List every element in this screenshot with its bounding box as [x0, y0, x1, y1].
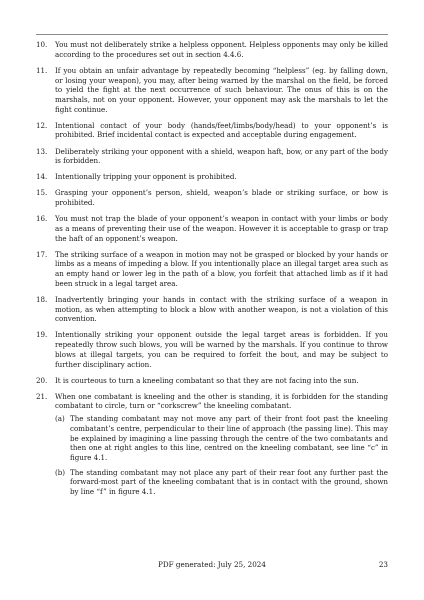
sub-rule-item: [55, 468, 388, 497]
rule-text: Grasping your opponent’s person, shield, weapon’s blade or striking surface, or bow is prohibited.: [55, 188, 388, 208]
rule-text: Inadvertently bringing your hands in contact with the striking surface of a weapon in motion, as when attempting to block a blow with another weapon, is not a violation of this convention.: [55, 294, 388, 324]
sub-rule-text: The standing combatant may not move any part of their front foot past the kneeling combatant’s centre, perpendicular to their line of approach (the passing line). This may be explained by imagining a line passing through the centre of the two combatants and then one at right angles to this line, centred on the kneeling combatant, see line “c” in figure 4.1.: [70, 414, 388, 462]
rules-list: [36, 40, 388, 497]
document-body: [36, 40, 388, 503]
rule-number: 21.: [36, 391, 48, 401]
rule-text: It is courteous to turn a kneeling combatant so that they are not facing into the sun.: [55, 375, 359, 385]
rule-item: [36, 40, 388, 59]
rule-number: 11.: [36, 65, 48, 75]
rule-number: 20.: [36, 375, 48, 385]
sub-rule-item: [55, 414, 388, 463]
rule-number: 15.: [36, 188, 48, 198]
rule-text: Intentional contact of your body (hands/feet/limbs/body/head) to your opponent’s is prohibited. Brief incidental contact is expected and acceptable during engagement.: [55, 120, 388, 140]
rule-item: [36, 376, 388, 386]
rule-text: You must not deliberately strike a helpless opponent. Helpless opponents may only be killed according to the procedures set out in section 4.4.6.: [55, 40, 388, 59]
page-footer: [36, 560, 388, 572]
rule-item: [36, 188, 388, 207]
rule-item: [36, 392, 388, 497]
pdf-generated-date: PDF generated: July 25, 2024: [158, 560, 266, 569]
rule-item: [36, 330, 388, 369]
sub-rule-letter: (a): [55, 414, 65, 424]
sub-rule-text: The standing combatant may not place any part of their rear foot any further past the forward-most part of the kneeling combatant that is in contact with the ground, shown by line “f” in figure 4.1.: [70, 467, 388, 497]
rule-number: 17.: [36, 249, 48, 259]
sub-rule-letter: (b): [55, 467, 66, 477]
rule-item: [36, 147, 388, 166]
rule-number: 19.: [36, 330, 48, 340]
rule-number: 12.: [36, 120, 48, 130]
rule-text: Deliberately striking your opponent with a shield, weapon haft, bow, or any part of the body is forbidden.: [55, 146, 388, 166]
page-number: 23: [378, 560, 388, 569]
rule-item: [36, 250, 388, 289]
rule-number: 18.: [36, 294, 48, 304]
rule-number: 13.: [36, 146, 48, 156]
rule-text: The striking surface of a weapon in motion may not be grasped or blocked by your hands or limbs as a means of impeding a blow. If you intentionally place an illegal target area such as an empty hand or lower leg in the path of a blow, you forfeit that attached limb as if it had been struck in a legal target area.: [55, 249, 388, 288]
rule-item: [36, 172, 388, 182]
sub-rule-list: [55, 414, 388, 497]
rule-item: [36, 295, 388, 324]
rule-number: 14.: [36, 172, 48, 182]
header-rule: [36, 34, 388, 35]
rule-item: [36, 214, 388, 243]
rule-number: 10.: [36, 40, 48, 49]
rule-item: [36, 66, 388, 115]
rule-text: Intentionally striking your opponent outside the legal target areas is forbidden. If you repeatedly throw such blows, you will be warned by the marshals. If you continue to throw blows at illegal targets, you can be required to forfeit the bout, and may be subject to further disciplinary action.: [55, 330, 388, 369]
rule-number: 16.: [36, 214, 48, 224]
rule-text: When one combatant is kneeling and the other is standing, it is forbidden for the standing combatant to circle, turn or “corkscrew” the kneeling combatant.: [55, 391, 388, 411]
rule-text: Intentionally tripping your opponent is prohibited.: [55, 172, 237, 182]
rule-text: You must not trap the blade of your opponent’s weapon in contact with your limbs or body as a means of preventing their use of the weapon. However it is acceptable to grasp or trap the haft of an opponent’s weapon.: [55, 214, 388, 243]
rule-text: If you obtain an unfair advantage by repeatedly becoming “helpless” (eg. by falling down, or losing your weapon), you may, after being warned by the marshal on the field, be forced to yield the fight at the next occurrence of such behaviour. The onus of this is on the marshals, not on your opponent. However, your opponent may ask the marshals to let the fight continue.: [55, 65, 388, 114]
rule-item: [36, 121, 388, 140]
